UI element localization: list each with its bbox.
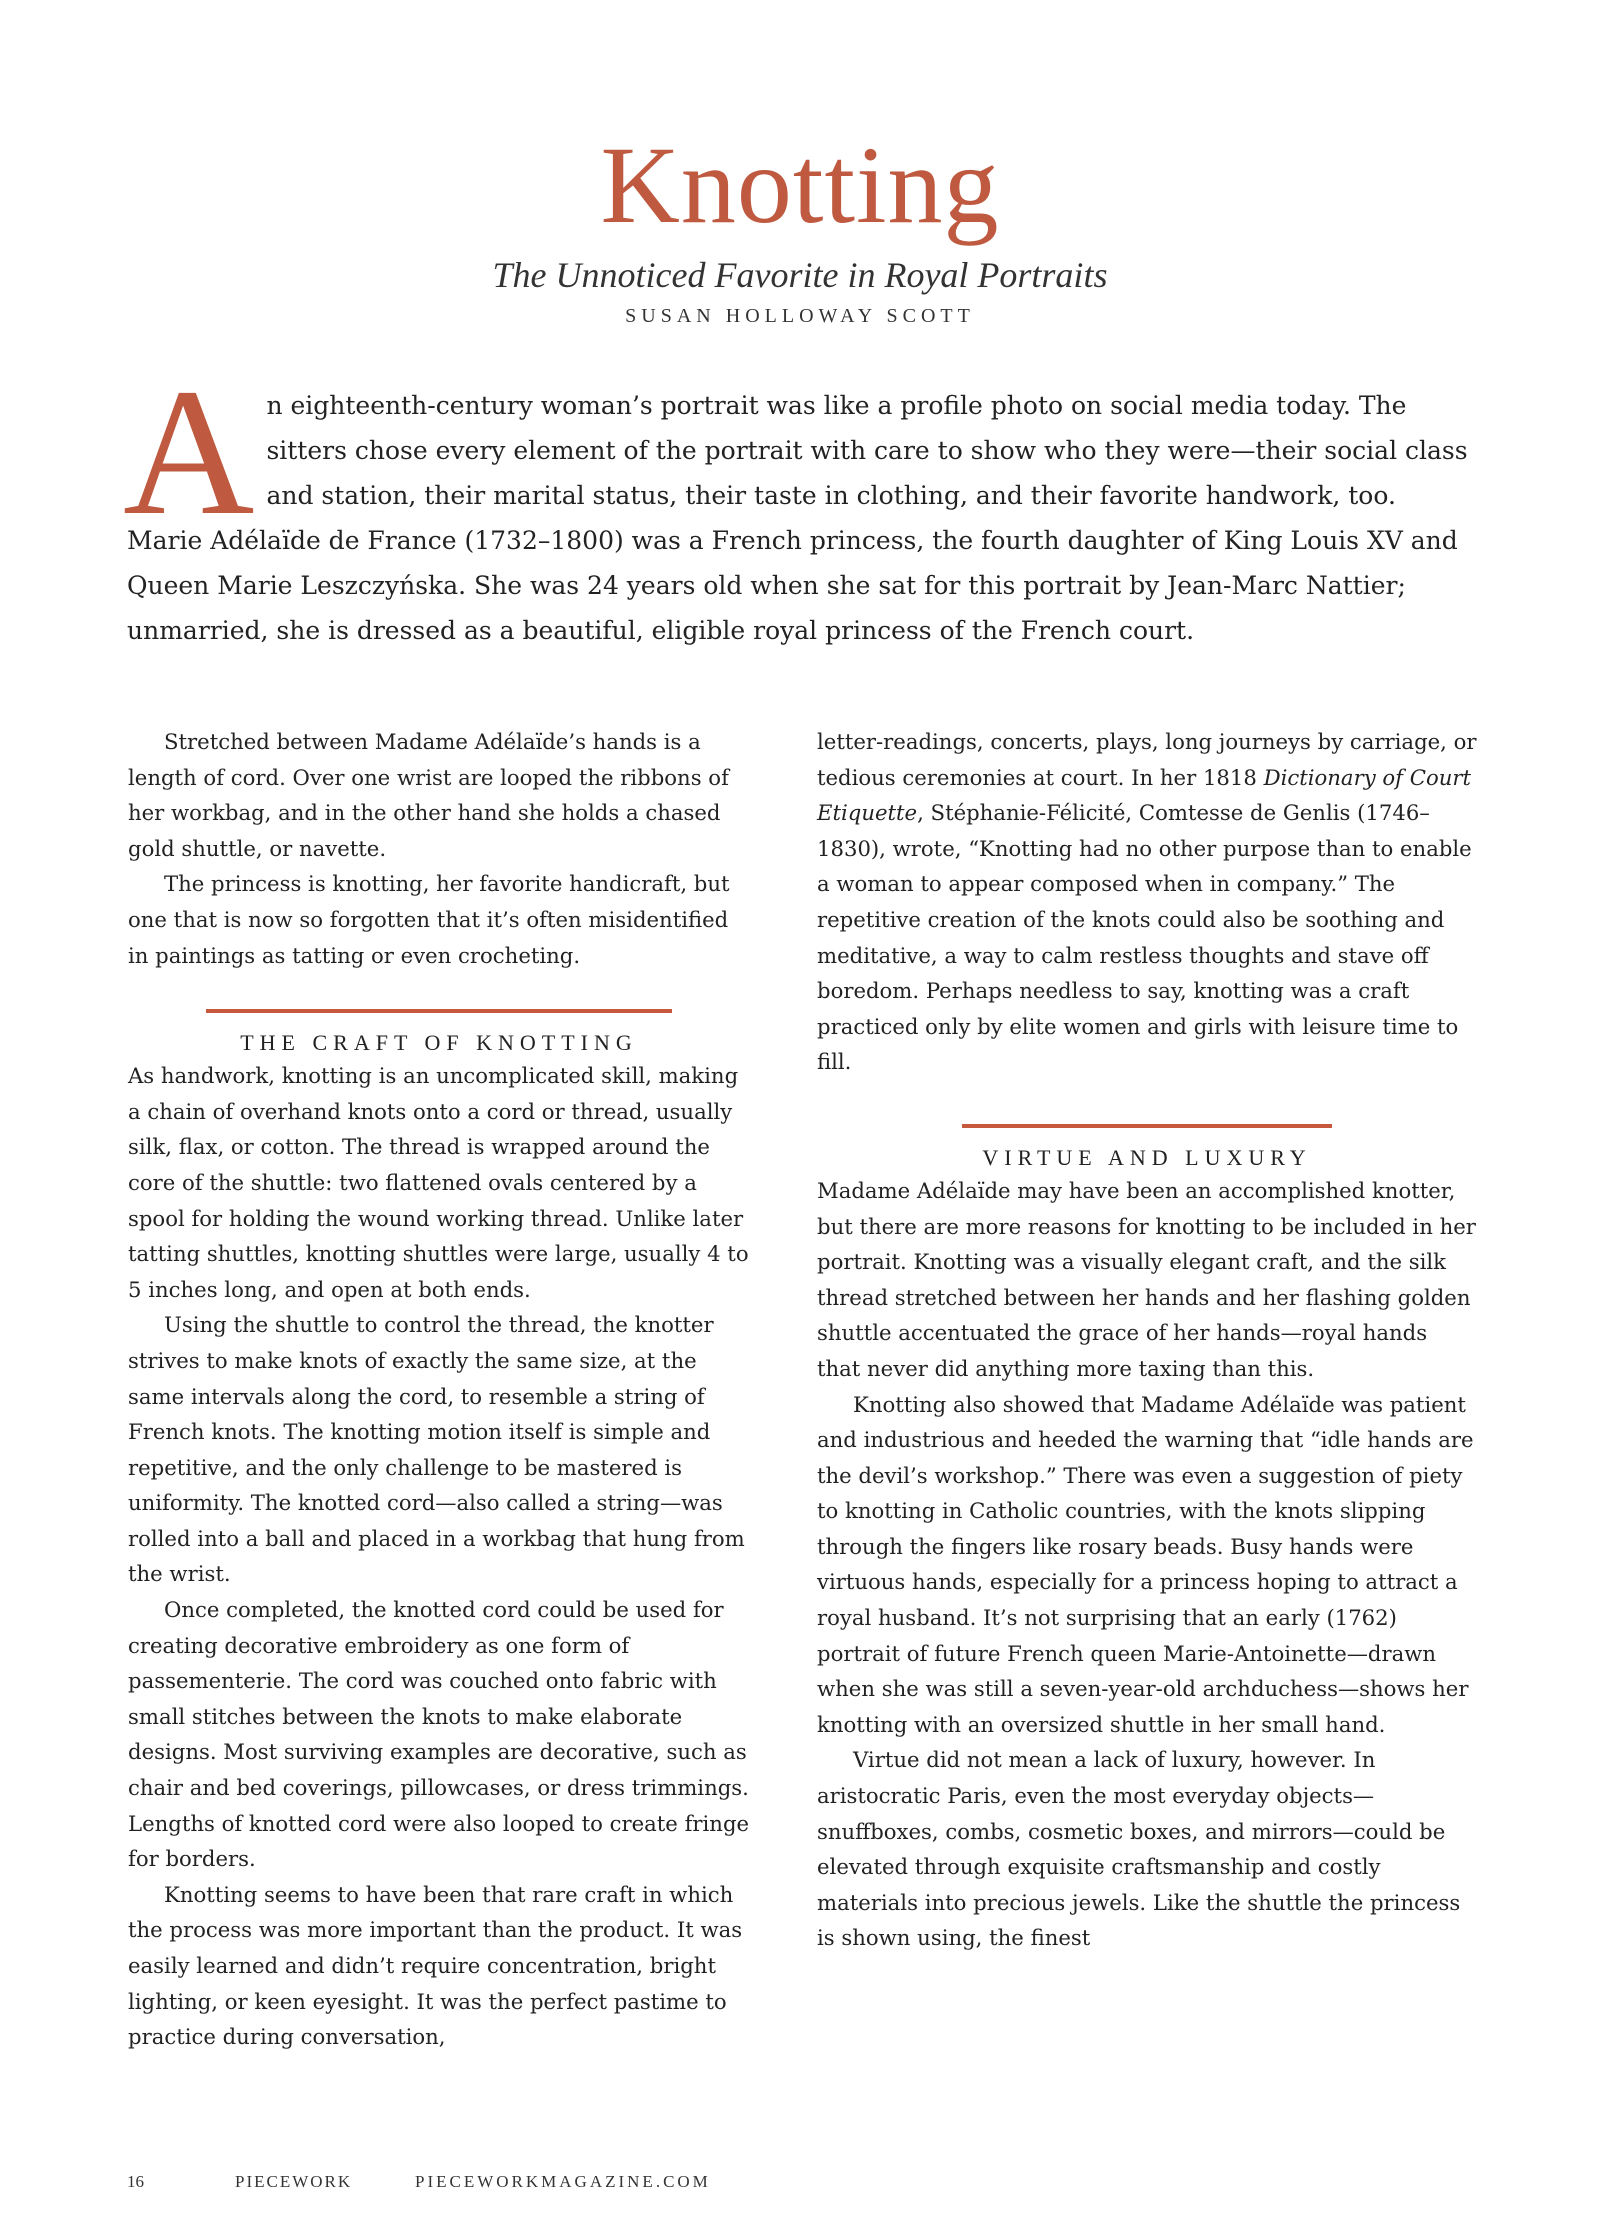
website-url: PIECEWORKMAGAZINE.COM bbox=[415, 2172, 711, 2191]
section-heading-craft: THE CRAFT OF KNOTTING bbox=[240, 1030, 638, 1056]
body-paragraph: Using the shuttle to control the thread, the knotter strives to make knots of exactly the same size, at the same intervals along the cord, to resemble a string of French knots. The knotting motion itself is simple and repetitive, and the only challenge to be mastered is uniformity. The knotted cord—also called a string—was rolled into a ball and placed in a workbag that hung from the wrist. bbox=[128, 1312, 745, 1587]
body-paragraph: Virtue did not mean a lack of luxury, however. In aristocratic Paris, even the most everyday objects—snuffboxes, combs, cosmetic boxes, and mirrors—could be elevated through exquisite craftsmanship and costly materials into precious jewels. Like the shuttle the princess is shown using, the finest bbox=[817, 1747, 1461, 1951]
body-paragraph bbox=[817, 724, 1477, 1080]
intro-text: n eighteenth-century woman’s portrait was like a profile photo on social media today. The sitters chose every element of the portrait with care to show who they were—their social class and station, their marital status, their taste in clothing, and their favorite handwork, too. Marie Adélaïde de France (1732–1800) was a French princess, the fourth daughter of King Louis XV and Queen Marie Leszczyńska. She was 24 years old when she sat for this portrait by Jean-Marc Nattier; unmarried, she is dressed as a beautiful, eligible royal princess of the French court. bbox=[127, 391, 1468, 645]
magazine-name: PIECEWORK bbox=[235, 2172, 353, 2191]
section-heading-virtue: VIRTUE AND LUXURY bbox=[982, 1144, 1312, 1170]
article-author: SUSAN HOLLOWAY SCOTT bbox=[625, 305, 975, 327]
body-paragraph: As handwork, knotting is an uncomplicated skill, making a chain of overhand knots onto a cord or thread, usually silk, flax, or cotton. The thread is wrapped around the core of the shuttle: two flattened ovals centered by a spool for holding the wound working thread. Unlike later tatting shuttles, knotting shuttles were large, usually 4 to 5 inches long, and open at both ends. bbox=[128, 1063, 749, 1302]
section-rule bbox=[206, 1009, 672, 1013]
body-paragraph: Once completed, the knotted cord could be used for creating decorative embroidery as one form of passementerie. The cord was couched onto fabric with small stitches between the knots to make elaborate designs. Most surviving examples are decorative, such as chair and bed coverings, pillowcases, or dress trimmings. Lengths of knotted cord were also looped to create fringe for borders. bbox=[128, 1597, 750, 1872]
page-footer bbox=[127, 2172, 711, 2192]
body-paragraph: The princess is knotting, her favorite handicraft, but one that is now so forgotten that it’s often misidentified in paintings as tatting or even crocheting. bbox=[128, 871, 730, 968]
page-number: 16 bbox=[127, 2172, 144, 2191]
body-text: letter-readings, concerts, plays, long journeys by carriage, or tedious ceremonies at court. In her 1818 bbox=[817, 729, 1477, 790]
section-rule bbox=[962, 1124, 1332, 1128]
article-title: Knotting bbox=[600, 124, 1000, 246]
body-paragraph: Madame Adélaïde may have been an accomplished knotter, but there are more reasons for knotting to be included in her portrait. Knotting was a visually elegant craft, and the silk thread stretched between her hands and her flashing golden shuttle accentuated the grace of her hands—royal hands that never did anything more taxing than this. bbox=[817, 1177, 1476, 1381]
body-paragraph: Knotting seems to have been that rare craft in which the process was more important than the product. It was easily learned and didn’t require concentration, bright lighting, or keen eyesight. It was the perfect pastime to practice during conversation, bbox=[128, 1881, 743, 2050]
body-paragraph: Stretched between Madame Adélaïde’s hands is a length of cord. Over one wrist are looped the ribbons of her workbag, and in the other hand she holds a chased gold shuttle, or navette. bbox=[128, 729, 729, 861]
intro-paragraph bbox=[123, 352, 1479, 653]
left-column bbox=[128, 724, 750, 2055]
article-subtitle: The Unnoticed Favorite in Royal Portraits bbox=[492, 255, 1108, 295]
drop-cap: A bbox=[123, 352, 255, 553]
article-header bbox=[0, 125, 1600, 328]
body-paragraph: Knotting also showed that Madame Adélaïde was patient and industrious and heeded the warning that “idle hands are the devil’s workshop.” There was even a suggestion of piety to knotting in Catholic countries, with the knots slipping through the fingers like rosary beads. Busy hands were virtuous hands, especially for a princess hoping to attract a royal husband. It’s not surprising that an early (1762) portrait of future French queen Marie-Antoinette—drawn when she was still a seven-year-old archduchess—shows her knotting with an oversized shuttle in her small hand. bbox=[817, 1391, 1474, 1737]
body-text: , Stéphanie-Félicité, Comtesse de Genlis (1746–1830), wrote, “Knotting had no other purpose than to enable a woman to appear composed when in company.” The repetitive creation of the knots could also be soothing and meditative, a way to calm restless thoughts and stave off boredom. Perhaps needless to say, knotting was a craft practiced only by elite women and girls with leisure time to fill. bbox=[817, 800, 1472, 1075]
book-title: Dictionary of Court Etiquette bbox=[817, 764, 1471, 826]
right-column bbox=[817, 724, 1477, 1956]
